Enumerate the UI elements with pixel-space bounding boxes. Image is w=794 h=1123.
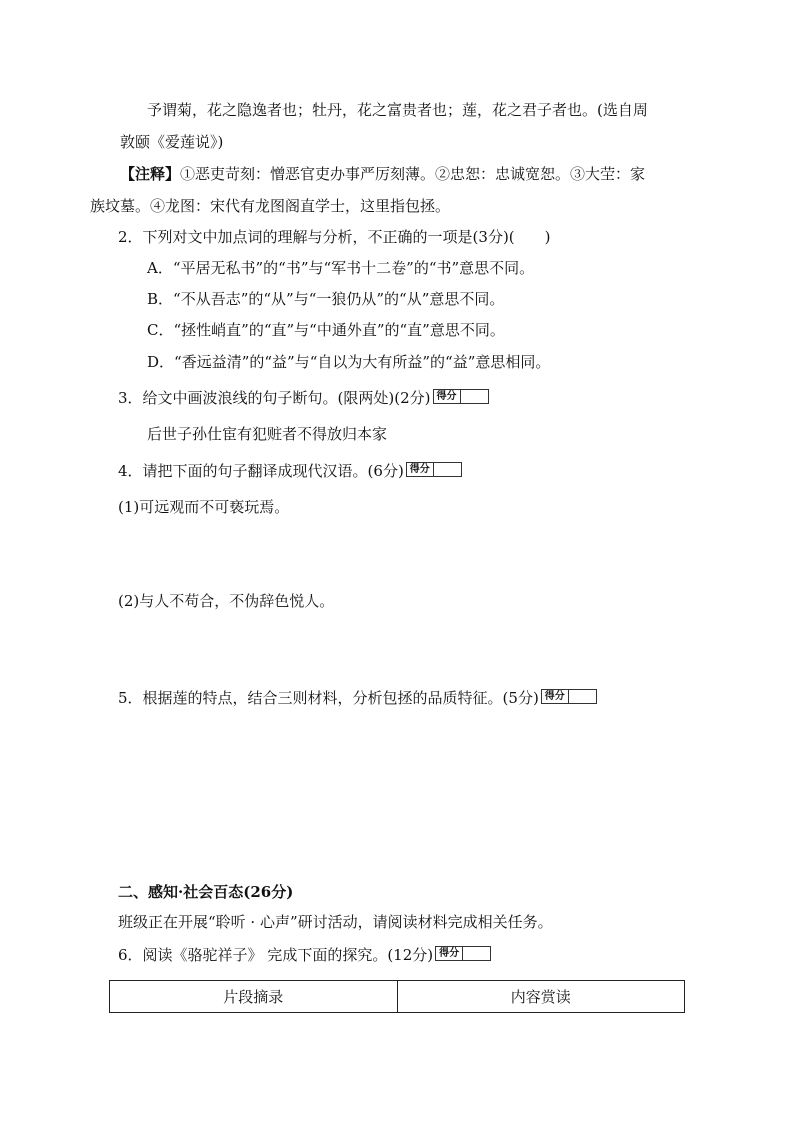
- notes-label: 【注释】: [120, 165, 181, 183]
- score-label: 得分: [542, 690, 569, 703]
- q4-item-1: (1)可远观而不可亵玩焉。: [118, 498, 290, 516]
- table-header-row: [110, 981, 685, 1013]
- q5-score-box[interactable]: [541, 689, 597, 704]
- q3-sentence: 后世子孙仕宦有犯赃者不得放归本家: [147, 425, 388, 443]
- q6-score-box[interactable]: [435, 946, 491, 961]
- score-label: 得分: [407, 463, 434, 476]
- q4-score-box[interactable]: [406, 462, 462, 477]
- score-label: 得分: [434, 390, 461, 403]
- q2-option-a: A．“平居无私书”的“书”与“军书十二卷”的“书”意思不同。: [147, 259, 535, 277]
- q3-row: [118, 388, 489, 408]
- q6-table: [109, 980, 685, 1013]
- notes-text-1: ①恶吏苛刻：憎恶官吏办事严厉刻薄。②忠恕：忠诚宽恕。③大茔：家: [180, 165, 646, 183]
- q4-row: [118, 461, 462, 481]
- q4-item-2: (2)与人不苟合，不伪辞色悦人。: [118, 592, 335, 610]
- q5-row: [118, 688, 597, 708]
- passage-line-1: 予谓菊，花之隐逸者也；牡丹，花之富贵者也；莲，花之君子者也。(选自周: [147, 101, 648, 119]
- q2-option-b: B．“不从吾志”的“从”与“一狼仍从”的“从”意思不同。: [147, 290, 505, 308]
- section2-intro: 班级正在开展“聆听 · 心声”研讨活动，请阅读材料完成相关任务。: [118, 913, 553, 931]
- notes-line-2: 族坟墓。④龙图：宋代有龙图阁直学士，这里指包拯。: [90, 197, 451, 215]
- q3-score-box[interactable]: [433, 389, 489, 404]
- q6-row: [118, 945, 491, 965]
- q2-stem: 2．下列对文中加点词的理解与分析，不正确的一项是(3分)( ): [118, 228, 551, 246]
- q2-option-d: D．“香远益清”的“益”与“自以为大有所益”的“益”意思相同。: [147, 353, 551, 371]
- q6-stem: 6．阅读《骆驼祥子》 完成下面的探究。(12分): [118, 946, 434, 964]
- notes-line-1: [120, 164, 645, 184]
- passage-line-2: 敦颐《爱莲说》): [120, 133, 224, 151]
- q4-stem: 4．请把下面的句子翻译成现代汉语。(6分): [118, 462, 404, 480]
- section2-title: 二、感知·社会百态(26分): [118, 883, 294, 901]
- q2-option-c: C．“拯性峭直”的“直”与“中通外直”的“直”意思不同。: [147, 321, 505, 339]
- table-header-excerpt: 片段摘录: [110, 981, 398, 1013]
- table-header-appreciation: 内容赏读: [397, 981, 685, 1013]
- score-label: 得分: [436, 947, 463, 960]
- q3-stem: 3．给文中画波浪线的句子断句。(限两处)(2分): [118, 389, 431, 407]
- q5-stem: 5．根据莲的特点，结合三则材料，分析包拯的品质特征。(5分): [118, 689, 539, 707]
